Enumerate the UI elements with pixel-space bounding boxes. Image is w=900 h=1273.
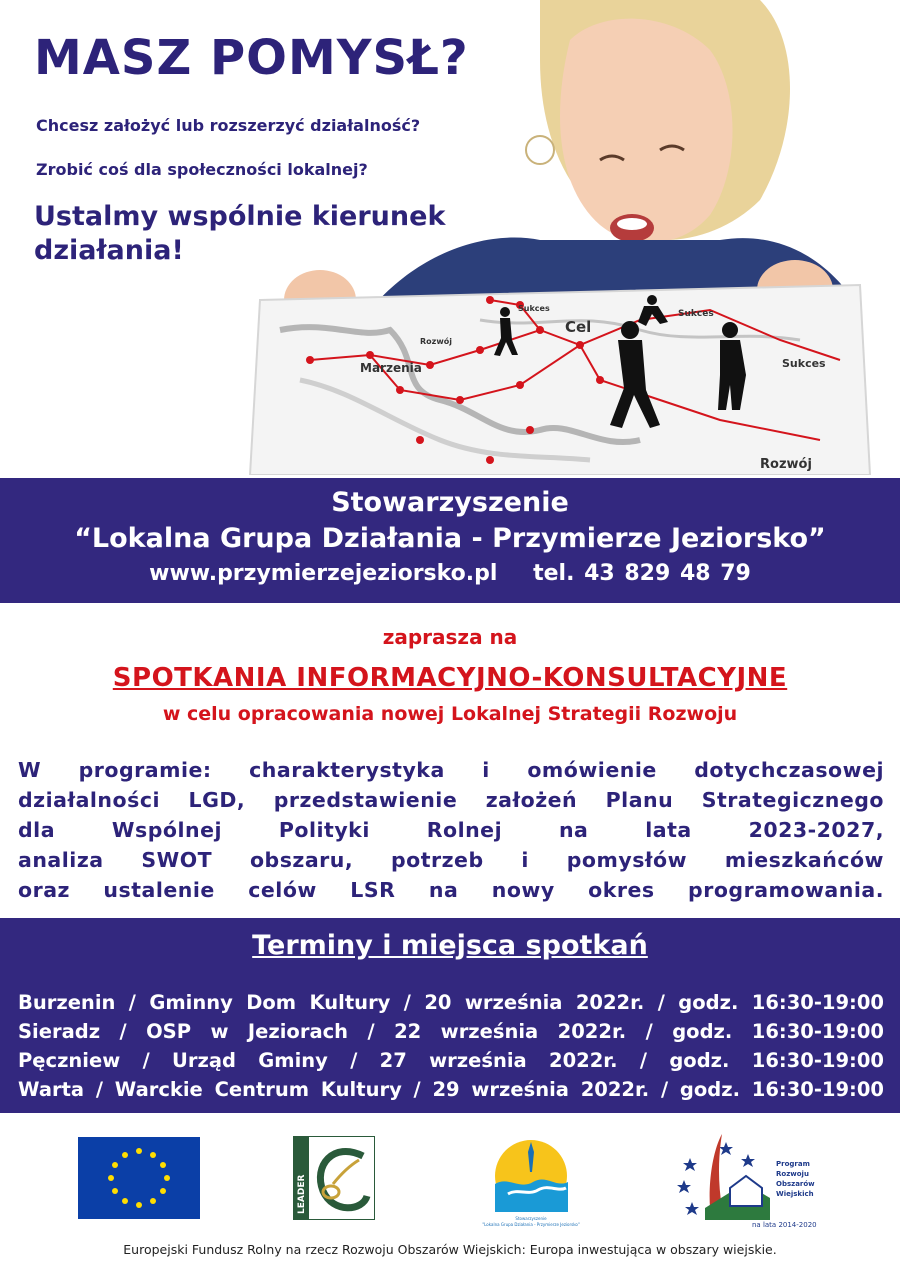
- schedule-row: Sieradz / OSP w Jeziorach / 22 września 2022r. / godz. 16:30-19:00: [18, 1020, 884, 1043]
- program-line: działalności LGD, przedstawienie założeń Planu Strategicznego: [18, 788, 884, 812]
- organization-banner: [0, 478, 900, 603]
- schedule-title: Terminy i miejsca spotkań: [252, 930, 648, 961]
- program-description: [18, 755, 884, 905]
- schedule-row: Burzenin / Gminny Dom Kultury / 20 września 2022r. / godz. 16:30-19:00: [18, 991, 884, 1014]
- prow-line-2: Rozwoju: [776, 1170, 809, 1178]
- organization-name: “Lokalna Grupa Działania - Przymierze Jeziorsko”: [74, 523, 826, 554]
- organization-phone[interactable]: tel. 43 829 48 79: [533, 561, 751, 586]
- map-label-sukces-right-top: Sukces: [678, 309, 714, 319]
- map-label-marzenia: Marzenia: [360, 361, 422, 375]
- invitation-headline: SPOTKANIA INFORMACYJNO-KONSULTACYJNE: [112, 663, 788, 693]
- organization-contact: [0, 558, 900, 590]
- invitation-section: [0, 603, 900, 919]
- schedule-row: Pęczniew / Urząd Gminy / 27 września 2022r. / godz. 16:30-19:00: [18, 1049, 884, 1072]
- schedule-row: Warta / Warckie Centrum Kultury / 29 września 2022r. / godz. 16:30-19:00: [18, 1078, 884, 1101]
- organization-website-link[interactable]: www.przymierzejeziorsko.pl: [149, 561, 498, 586]
- leader-logo: [293, 1136, 375, 1220]
- map-label-rozwoj-bottom: Rozwój: [760, 457, 812, 472]
- hero-call-to-action: Ustalmy wspólnie kierunek działania!: [34, 201, 446, 266]
- prow-years: na lata 2014-2020: [752, 1221, 817, 1229]
- organization-type: Stowarzyszenie: [331, 487, 569, 518]
- program-line: W programie: charakterystyka i omówienie dotychczasowej: [18, 758, 884, 782]
- prow-line-3: Obszarów: [776, 1180, 815, 1188]
- map-label-rozwoj-small: Rozwój: [420, 337, 452, 346]
- map-label-sukces-right: Sukces: [782, 357, 826, 370]
- program-line: dla Wspólnej Polityki Rolnej na lata 2023-2027,: [18, 818, 884, 842]
- invitation-intro: zaprasza na: [382, 625, 518, 649]
- lgd-caption-line1: Stowarzyszenie: [515, 1216, 547, 1221]
- prow-2014-2020-logo: [670, 1128, 830, 1230]
- hero-section: [0, 0, 900, 475]
- hero-question-2: Zrobić coś dla społeczności lokalnej?: [36, 160, 368, 179]
- program-line: analiza SWOT obszaru, potrzeb i pomysłów mieszkańców: [18, 848, 884, 872]
- map-label-sukces-top: Sukces: [518, 304, 550, 313]
- hero-question-1: Chcesz założyć lub rozszerzyć działalność?: [36, 116, 421, 135]
- hero-title: MASZ POMYSŁ?: [34, 30, 469, 86]
- invitation-purpose: w celu opracowania nowej Lokalnej Strategii Rozwoju: [162, 703, 738, 725]
- schedule-section: [0, 918, 900, 1113]
- prow-line-1: Program: [776, 1160, 810, 1168]
- lgd-przymierze-jeziorsko-logo: [478, 1132, 584, 1230]
- schedule-list: [18, 988, 884, 1104]
- lgd-caption-line2: "Lokalna Grupa Działania - Przymierze Jeziorsko": [482, 1222, 580, 1227]
- eu-flag-logo: [78, 1137, 200, 1219]
- logos-row: [0, 1120, 900, 1240]
- footer-funding-note: Europejski Fundusz Rolny na rzecz Rozwoju Obszarów Wiejskich: Europa inwestująca w obszary wiejskie.: [123, 1242, 777, 1257]
- prow-line-4: Wiejskich: [776, 1190, 814, 1198]
- map-label-cel: Cel: [565, 318, 592, 336]
- program-line: oraz ustalenie celów LSR na nowy okres programowania.: [18, 878, 884, 902]
- leader-text: LEADER: [297, 1174, 307, 1214]
